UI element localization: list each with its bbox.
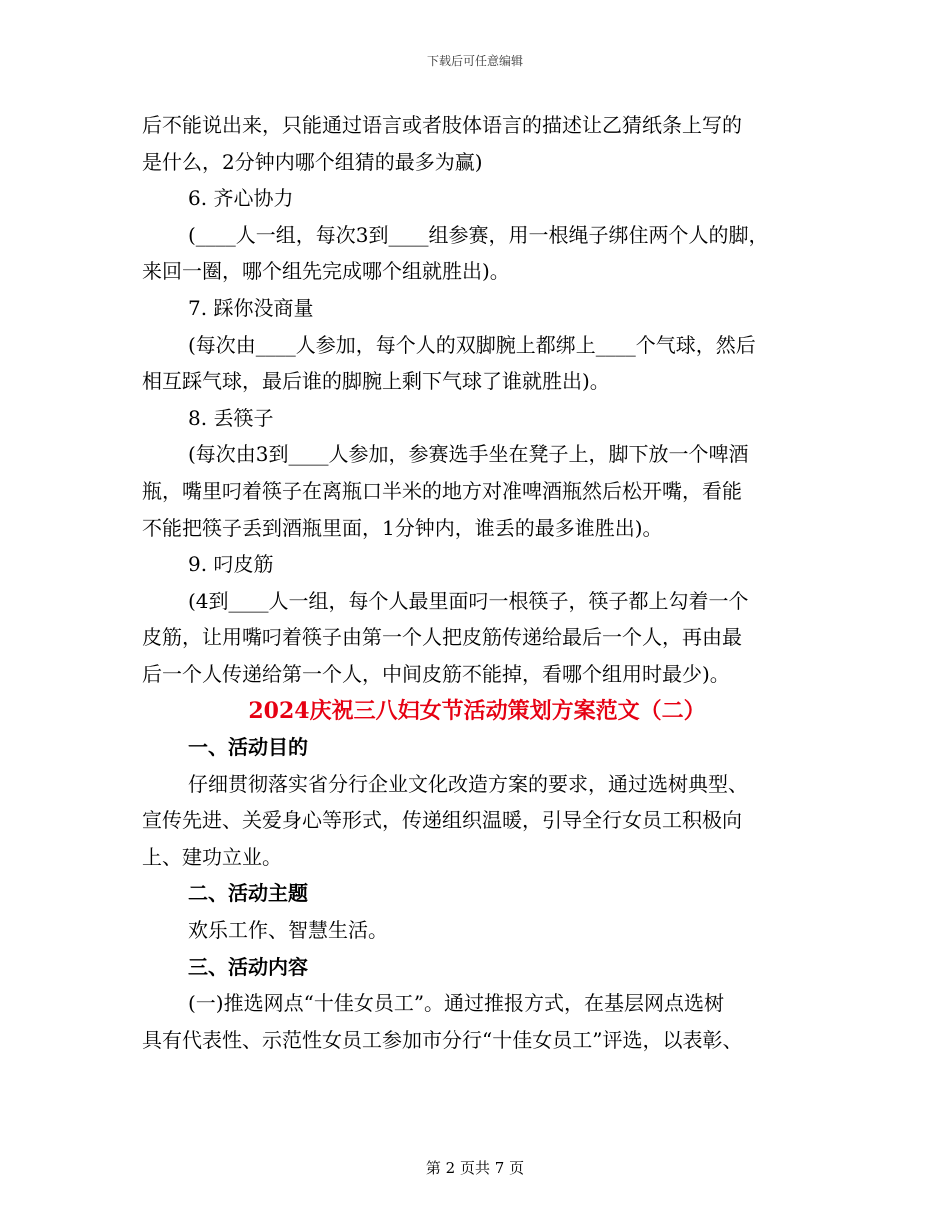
section-heading: 一、活动目的: [188, 735, 308, 760]
page-footer: 第 2 页共 7 页: [425, 1159, 525, 1177]
text-line: 皮筋，让用嘴叼着筷子由第一个人把皮筋传递给最后一个人，再由最: [142, 625, 742, 650]
text-line: 欢乐工作、智慧生活。: [188, 918, 388, 943]
section-heading: 二、活动主题: [188, 881, 308, 906]
text-line: 后不能说出来，只能通过语言或者肢体语言的描述让乙猜纸条上写的: [142, 113, 742, 137]
text-line: 不能把筷子丢到酒瓶里面，1分钟内，谁丢的最多谁胜出)。: [142, 515, 663, 540]
text-line: 具有代表性、示范性女员工参加市分行“十佳女员工”评选，以表彰、: [142, 1027, 743, 1052]
text-line: 宣传先进、关爱身心等形式，传递组织温暖，引导全行女员工积极向: [142, 808, 742, 833]
text-line: 相互踩气球，最后谁的脚腕上剩下气球了谁就胜出)。: [142, 369, 610, 394]
text-line: 来回一圈，哪个组先完成哪个组就胜出)。: [142, 259, 510, 284]
text-line: 瓶，嘴里叼着筷子在离瓶口半米的地方对准啤酒瓶然后松开嘴，看能: [142, 478, 742, 503]
item-heading: 7. 踩你没商量: [188, 295, 314, 320]
document-body: [142, 107, 812, 1058]
text-line: 后一个人传递给第一个人，中间皮筋不能掉，看哪个组用时最少)。: [142, 661, 730, 686]
item-heading: 6. 齐心协力: [188, 186, 294, 211]
text-line: (4到____人一组，每个人最里面叼一根筷子，筷子都上勾着一个: [188, 588, 749, 613]
text-line: (一)推选网点“十佳女员工”。通过推报方式，在基层网点选树: [188, 991, 725, 1016]
text-line: 是什么，2分钟内哪个组猜的最多为赢): [142, 149, 483, 174]
section-heading: 三、活动内容: [188, 954, 308, 979]
text-line: (每次由____人参加，每个人的双脚腕上都绑上____个气球，然后: [188, 332, 756, 357]
text-line: (每次由3到____人参加，参赛选手坐在凳子上，脚下放一个啤酒: [188, 442, 749, 467]
text-line: 上、建功立业。: [142, 844, 282, 869]
item-heading: 8. 丢筷子: [188, 405, 274, 430]
page-header: 下载后可任意编辑: [426, 54, 523, 68]
text-line: 仔细贯彻落实省分行企业文化改造方案的要求，通过选树典型、: [188, 771, 748, 796]
document-title: 2024庆祝三八妇女节活动策划方案范文（二）: [248, 697, 706, 724]
item-heading: 9. 叼皮筋: [188, 552, 274, 577]
text-line: (____人一组，每次3到____组参赛，用一根绳子绑住两个人的脚，: [188, 222, 769, 247]
